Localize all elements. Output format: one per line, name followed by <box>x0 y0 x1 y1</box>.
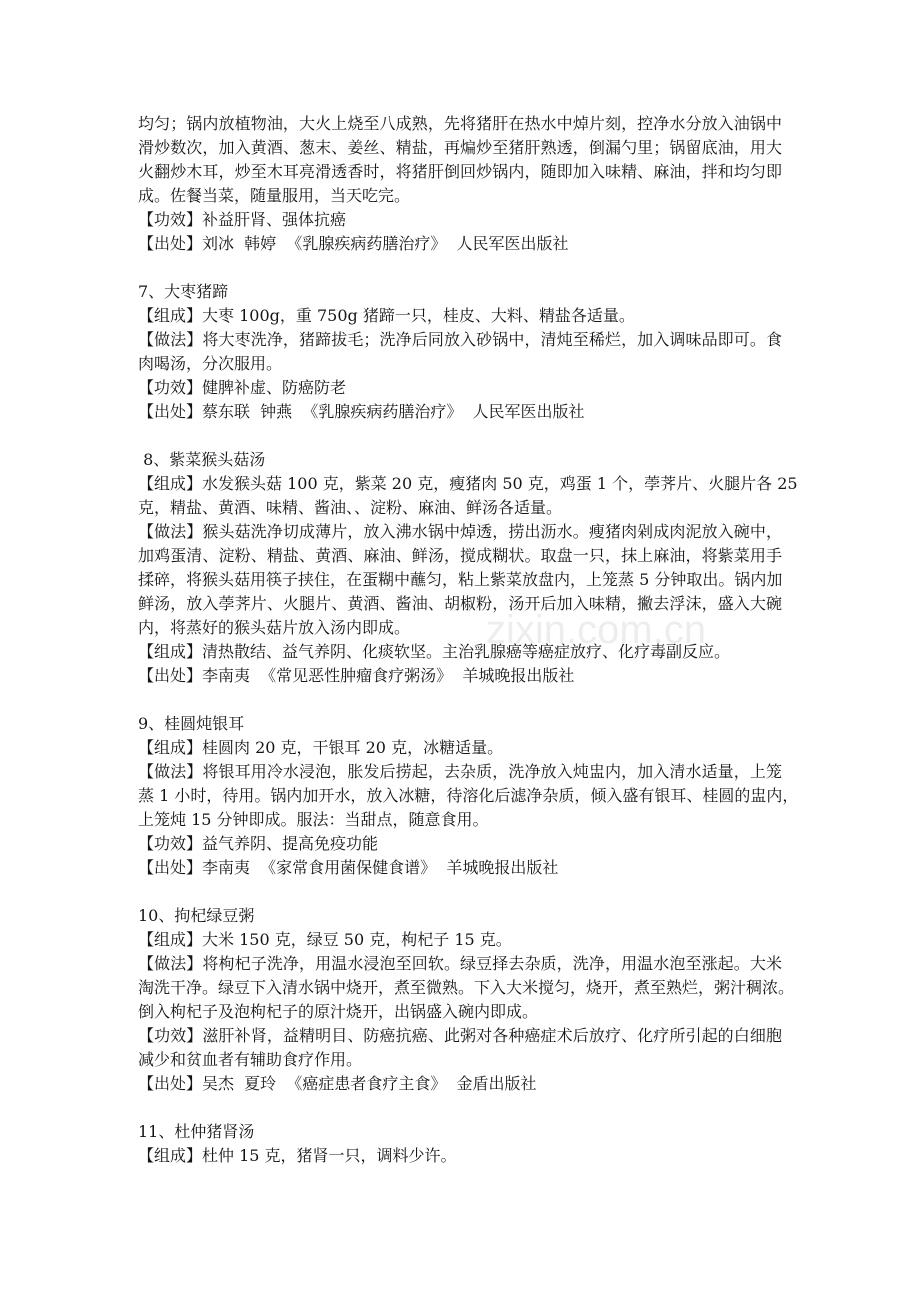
method-line: 【做法】将枸杞子洗净，用温水浸泡至回软。绿豆择去杂质，洗净，用温水泡至涨起。大米 <box>138 954 782 973</box>
effect-line: 【组成】清热散结、益气养阴、化痰软坚。主治乳腺癌等癌症放疗、化疗毒副反应。 <box>138 642 731 661</box>
composition-line: 【组成】杜仲 15 克，猪肾一只，调料少许。 <box>138 1146 457 1165</box>
recipe-7 <box>138 280 782 424</box>
method-line: 【做法】将银耳用冷水浸泡，胀发后捞起，去杂质，洗净放入炖盅内，加入清水适量，上笼 <box>138 762 782 781</box>
recipe-11 <box>138 1120 782 1168</box>
recipe-title: 7、大枣猪蹄 <box>138 282 229 301</box>
effect-line: 【功效】滋肝补肾，益精明目、防癌抗癌、此粥对各种癌症术后放疗、化疗所引起的白细胞 <box>138 1026 782 1045</box>
recipe-10 <box>138 904 795 1096</box>
method-line: 成。佐餐当菜，随量服用，当天吃完。 <box>138 186 411 205</box>
recipe-title: 9、桂圆炖银耳 <box>138 714 245 733</box>
method-line: 【做法】将大枣洗净，猪蹄拔毛；洗净后同放入砂锅中，清炖至稀烂，加入调味品即可。食 <box>138 330 782 349</box>
recipe-title: 10、拘杞绿豆粥 <box>138 906 255 925</box>
watermark: zixin.com.cn <box>486 608 707 652</box>
method-line: 【做法】猴头菇洗净切成薄片，放入沸水锅中焯透，捞出沥水。瘦猪肉剁成肉泥放入碗中， <box>138 522 782 541</box>
source-line: 【出处】李南夷 《家常食用菌保健食谱》 羊城晚报出版社 <box>138 858 559 877</box>
paragraph-gap <box>138 1096 782 1120</box>
method-line: 滑炒数次，加入黄酒、葱末、姜丝、精盐，再煸炒至猪肝熟透，倒漏勺里；锅留底油，用大 <box>138 138 782 157</box>
composition-line: 【组成】桂圆肉 20 克，干银耳 20 克，冰糖适量。 <box>138 738 504 757</box>
method-line: 内，将蒸好的猴头菇片放入汤内即成。 <box>138 618 411 637</box>
source-line: 【出处】吴杰 夏玲 《癌症患者食疗主食》 金盾出版社 <box>138 1074 537 1093</box>
method-line: 揉碎，将猴头菇用筷子挟住，在蛋糊中蘸匀，粘上紫菜放盘内，上笼蒸 5 分钟取出。锅内加 <box>138 570 783 589</box>
document-page <box>138 112 799 1168</box>
method-line: 火翻炒木耳，炒至木耳亮滑透香时，将猪肝倒回炒锅内，随即加入味精、麻油，拌和均匀即 <box>138 162 782 181</box>
method-line: 鲜汤，放入荸荠片、火腿片、黄酒、酱油、胡椒粉，汤开后加入味精，撇去浮沫，盛入大碗 <box>138 594 782 613</box>
paragraph-gap <box>138 880 782 904</box>
effect-line: 【功效】健脾补虚、防癌防老 <box>138 378 347 397</box>
recipe-title: 8、紫菜猴头菇汤 <box>138 450 266 469</box>
paragraph-gap <box>138 688 782 712</box>
method-line: 淘洗干净。绿豆下入清水锅中烧开，煮至微熟。下入大米搅匀，烧开，煮至熟烂，粥汁稠浓。 <box>138 978 795 997</box>
recipe-8 <box>138 448 798 688</box>
method-line: 上笼炖 15 分钟即成。服法：当甜点，随意食用。 <box>138 810 489 829</box>
effect-line: 【功效】补益肝肾、强体抗癌 <box>138 210 347 229</box>
composition-line: 克，精盐、黄酒、味精、酱油、、淀粉、麻油、鲜汤各适量。 <box>138 498 563 517</box>
source-line: 【出处】李南夷 《常见恶性肿瘤食疗粥汤》 羊城晚报出版社 <box>138 666 575 685</box>
composition-line: 【组成】水发猴头菇 100 克，紫菜 20 克，瘦猪肉 50 克，鸡蛋 1 个，荸荠片、火腿片各 25 <box>138 474 798 493</box>
method-line: 加鸡蛋清、淀粉、精盐、黄酒、麻油、鲜汤，搅成糊状。取盘一只，抹上麻油，将紫菜用手 <box>138 546 782 565</box>
method-line: 肉喝汤，分次服用。 <box>138 354 283 373</box>
composition-line: 【组成】大米 150 克，绿豆 50 克，枸杞子 15 克。 <box>138 930 512 949</box>
source-line: 【出处】刘冰 韩婷 《乳腺疾病药膳治疗》 人民军医出版社 <box>138 234 569 253</box>
paragraph-gap <box>138 424 782 448</box>
method-line: 均匀；锅内放植物油，大火上烧至八成熟，先将猪肝在热水中焯片刻，控净水分放入油锅中 <box>138 114 782 133</box>
source-line: 【出处】蔡东联 钟燕 《乳腺疾病药膳治疗》 人民军医出版社 <box>138 402 585 421</box>
effect-line: 【功效】益气养阴、提高免疫功能 <box>138 834 379 853</box>
composition-line: 【组成】大枣 100g，重 750g 猪蹄一只，桂皮、大料、精盐各适量。 <box>138 306 635 325</box>
recipe-9 <box>138 712 799 880</box>
effect-line: 减少和贫血者有辅助食疗作用。 <box>138 1050 363 1069</box>
paragraph-gap <box>138 256 782 280</box>
recipe-title: 11、杜仲猪肾汤 <box>138 1122 255 1141</box>
recipe-continuation <box>138 112 782 256</box>
method-line: 倒入枸杞子及泡枸杞子的原汁烧开，出锅盛入碗内即成。 <box>138 1002 539 1021</box>
method-line: 蒸 1 小时，待用。锅内加开水，放入冰糖，待溶化后滤净杂质，倾入盛有银耳、桂圆的盅内， <box>138 786 799 805</box>
